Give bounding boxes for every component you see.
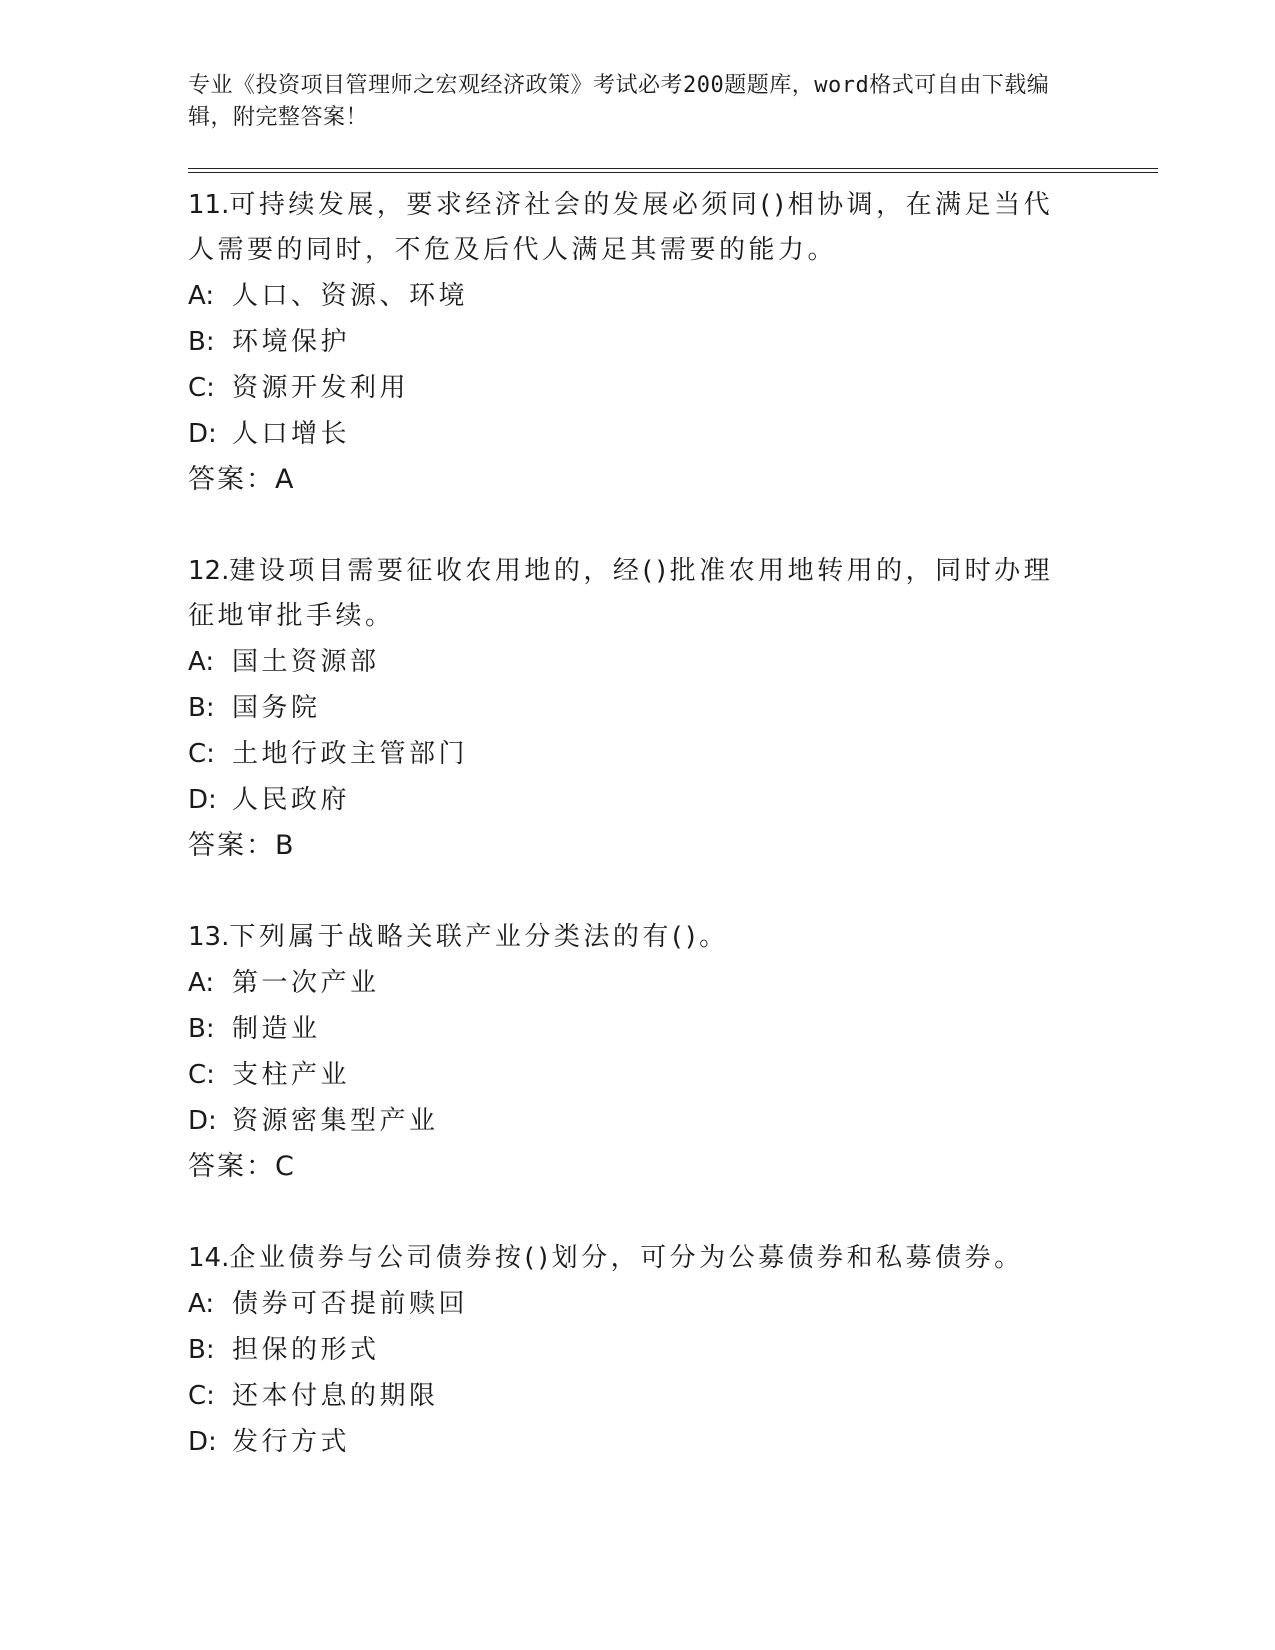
document-page [188,70,1158,1511]
option-letter: D: [188,419,217,449]
document-header: 专业《投资项目管理师之宏观经济政策》考试必考200题题库，word格式可自由下载编辑，附完整答案！ [188,73,1050,130]
option-text: 资源开发利用 [232,373,410,403]
question-number: 13. [188,922,230,952]
answer-line: 答案：A [188,464,296,495]
option-d [188,777,1158,823]
option-text: 担保的形式 [232,1335,380,1365]
option-text: 国务院 [232,693,321,723]
option-b [188,1327,1158,1373]
question-number: 11. [188,190,230,220]
header-divider [188,168,1158,173]
option-letter: A: [188,968,215,998]
option-c [188,1373,1158,1419]
option-c [188,1052,1158,1098]
option-a [188,639,1158,685]
option-a [188,273,1158,319]
option-text: 债券可否提前赎回 [232,1289,469,1319]
option-text: 环境保护 [232,327,351,357]
question-stem [188,183,1068,273]
option-text: 支柱产业 [232,1060,351,1090]
option-a [188,1281,1158,1327]
question-stem [188,1236,1068,1281]
question-number: 12. [188,556,230,586]
option-letter: B: [188,1014,215,1044]
question-text: 可持续发展，要求经济社会的发展必须同()相协调，在满足当代人需要的同时，不危及后代人满足其需要的能力。 [188,190,1054,265]
option-d [188,1098,1158,1144]
option-text: 发行方式 [232,1427,351,1457]
option-letter: C: [188,739,215,769]
option-text: 人口增长 [232,419,351,449]
question-11 [188,183,1158,503]
option-a [188,960,1158,1006]
option-text: 人民政府 [232,785,351,815]
option-d [188,1419,1158,1465]
question-text: 企业债券与公司债券按()划分，可分为公募债券和私募债券。 [229,1243,1024,1273]
question-list [188,183,1158,1465]
option-b [188,685,1158,731]
question-14 [188,1236,1158,1465]
option-text: 资源密集型产业 [232,1106,439,1136]
option-letter: B: [188,1335,215,1365]
question-stem [188,549,1068,639]
question-12 [188,549,1158,869]
option-letter: D: [188,1427,217,1457]
option-text: 制造业 [232,1014,321,1044]
question-text: 下列属于战略关联产业分类法的有()。 [229,922,729,952]
option-c [188,365,1158,411]
question-number: 14. [188,1243,230,1273]
question-13 [188,915,1158,1190]
option-letter: A: [188,281,215,311]
option-d [188,411,1158,457]
option-text: 土地行政主管部门 [232,739,469,769]
answer-line: 答案：B [188,830,296,861]
question-stem [188,915,1068,960]
option-letter: A: [188,1289,215,1319]
option-letter: C: [188,1381,215,1411]
option-text: 国土资源部 [232,647,380,677]
option-text: 第一次产业 [232,968,380,998]
option-letter: D: [188,1106,217,1136]
option-letter: A: [188,647,215,677]
option-letter: B: [188,327,215,357]
option-letter: C: [188,373,215,403]
option-b [188,319,1158,365]
question-text: 建设项目需要征收农用地的，经()批准农用地转用的，同时办理征地审批手续。 [188,556,1054,631]
option-text: 还本付息的期限 [232,1381,439,1411]
answer-line: 答案：C [188,1151,296,1182]
option-text: 人口、资源、环境 [232,281,469,311]
option-letter: B: [188,693,215,723]
option-letter: C: [188,1060,215,1090]
option-letter: D: [188,785,217,815]
option-c [188,731,1158,777]
option-b [188,1006,1158,1052]
